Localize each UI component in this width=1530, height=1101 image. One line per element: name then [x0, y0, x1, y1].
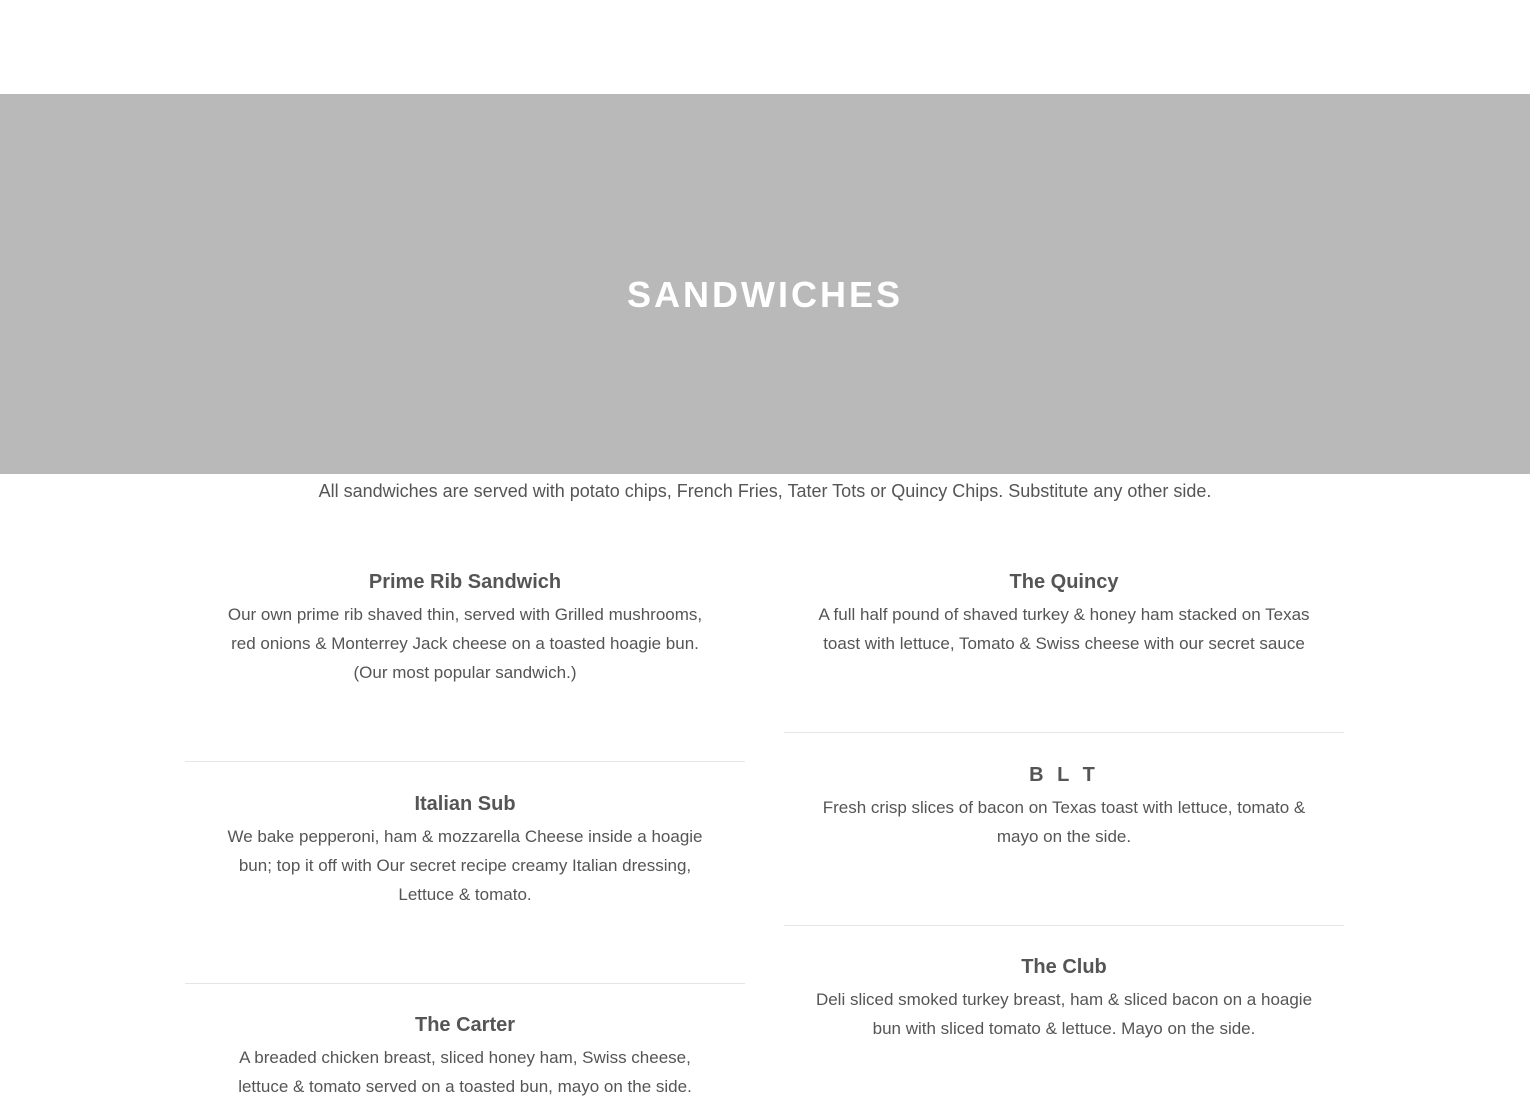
menu-item-italian-sub	[185, 790, 745, 909]
menu-item-name: The Carter	[414, 1014, 516, 1036]
menu-item-the-quincy	[784, 568, 1344, 658]
menu-item-description: Our own prime rib shaved thin, served with Grilled mushrooms, red onions & Monterrey Jack cheese on a toasted hoagie bun. (Our most popular sandwich.)	[227, 605, 703, 682]
top-header-bar	[0, 0, 1530, 94]
menu-item-description: Fresh crisp slices of bacon on Texas toast with lettuce, tomato & mayo on the side.	[822, 798, 1306, 846]
menu-divider	[185, 761, 745, 762]
menu-item-blt	[784, 761, 1344, 851]
menu-divider	[185, 983, 745, 984]
menu-item-the-club	[784, 953, 1344, 1043]
menu-item-description: A full half pound of shaved turkey & honey ham stacked on Texas toast with lettuce, Tomato & Swiss cheese with our secret sauce	[818, 605, 1310, 653]
menu-item-description: We bake pepperoni, ham & mozzarella Cheese inside a hoagie bun; top it off with Our secret recipe creamy Italian dressing, Lettuce & tomato.	[227, 827, 703, 904]
menu-item-name: Italian Sub	[414, 793, 516, 815]
menu-item-description: Deli sliced smoked turkey breast, ham & sliced bacon on a hoagie bun with sliced tomato & lettuce. Mayo on the side.	[815, 990, 1313, 1038]
menu-item-the-carter	[185, 1011, 745, 1101]
menu-item-description: A breaded chicken breast, sliced honey ham, Swiss cheese, lettuce & tomato served on a toasted bun, mayo on the side.	[238, 1048, 692, 1096]
menu-item-name: B L T	[1029, 764, 1099, 786]
menu-item-name: The Club	[1021, 956, 1107, 978]
menu-item-name: The Quincy	[1009, 571, 1119, 593]
sides-note: All sandwiches are served with potato chips, French Fries, Tater Tots or Quincy Chips. Substitute any other side.	[318, 481, 1212, 501]
menu-divider	[784, 732, 1344, 733]
menu-item-prime-rib-sandwich	[185, 568, 745, 687]
menu-divider	[784, 925, 1344, 926]
menu-item-name: Prime Rib Sandwich	[368, 571, 562, 593]
page-title: SANDWICHES	[626, 274, 903, 315]
